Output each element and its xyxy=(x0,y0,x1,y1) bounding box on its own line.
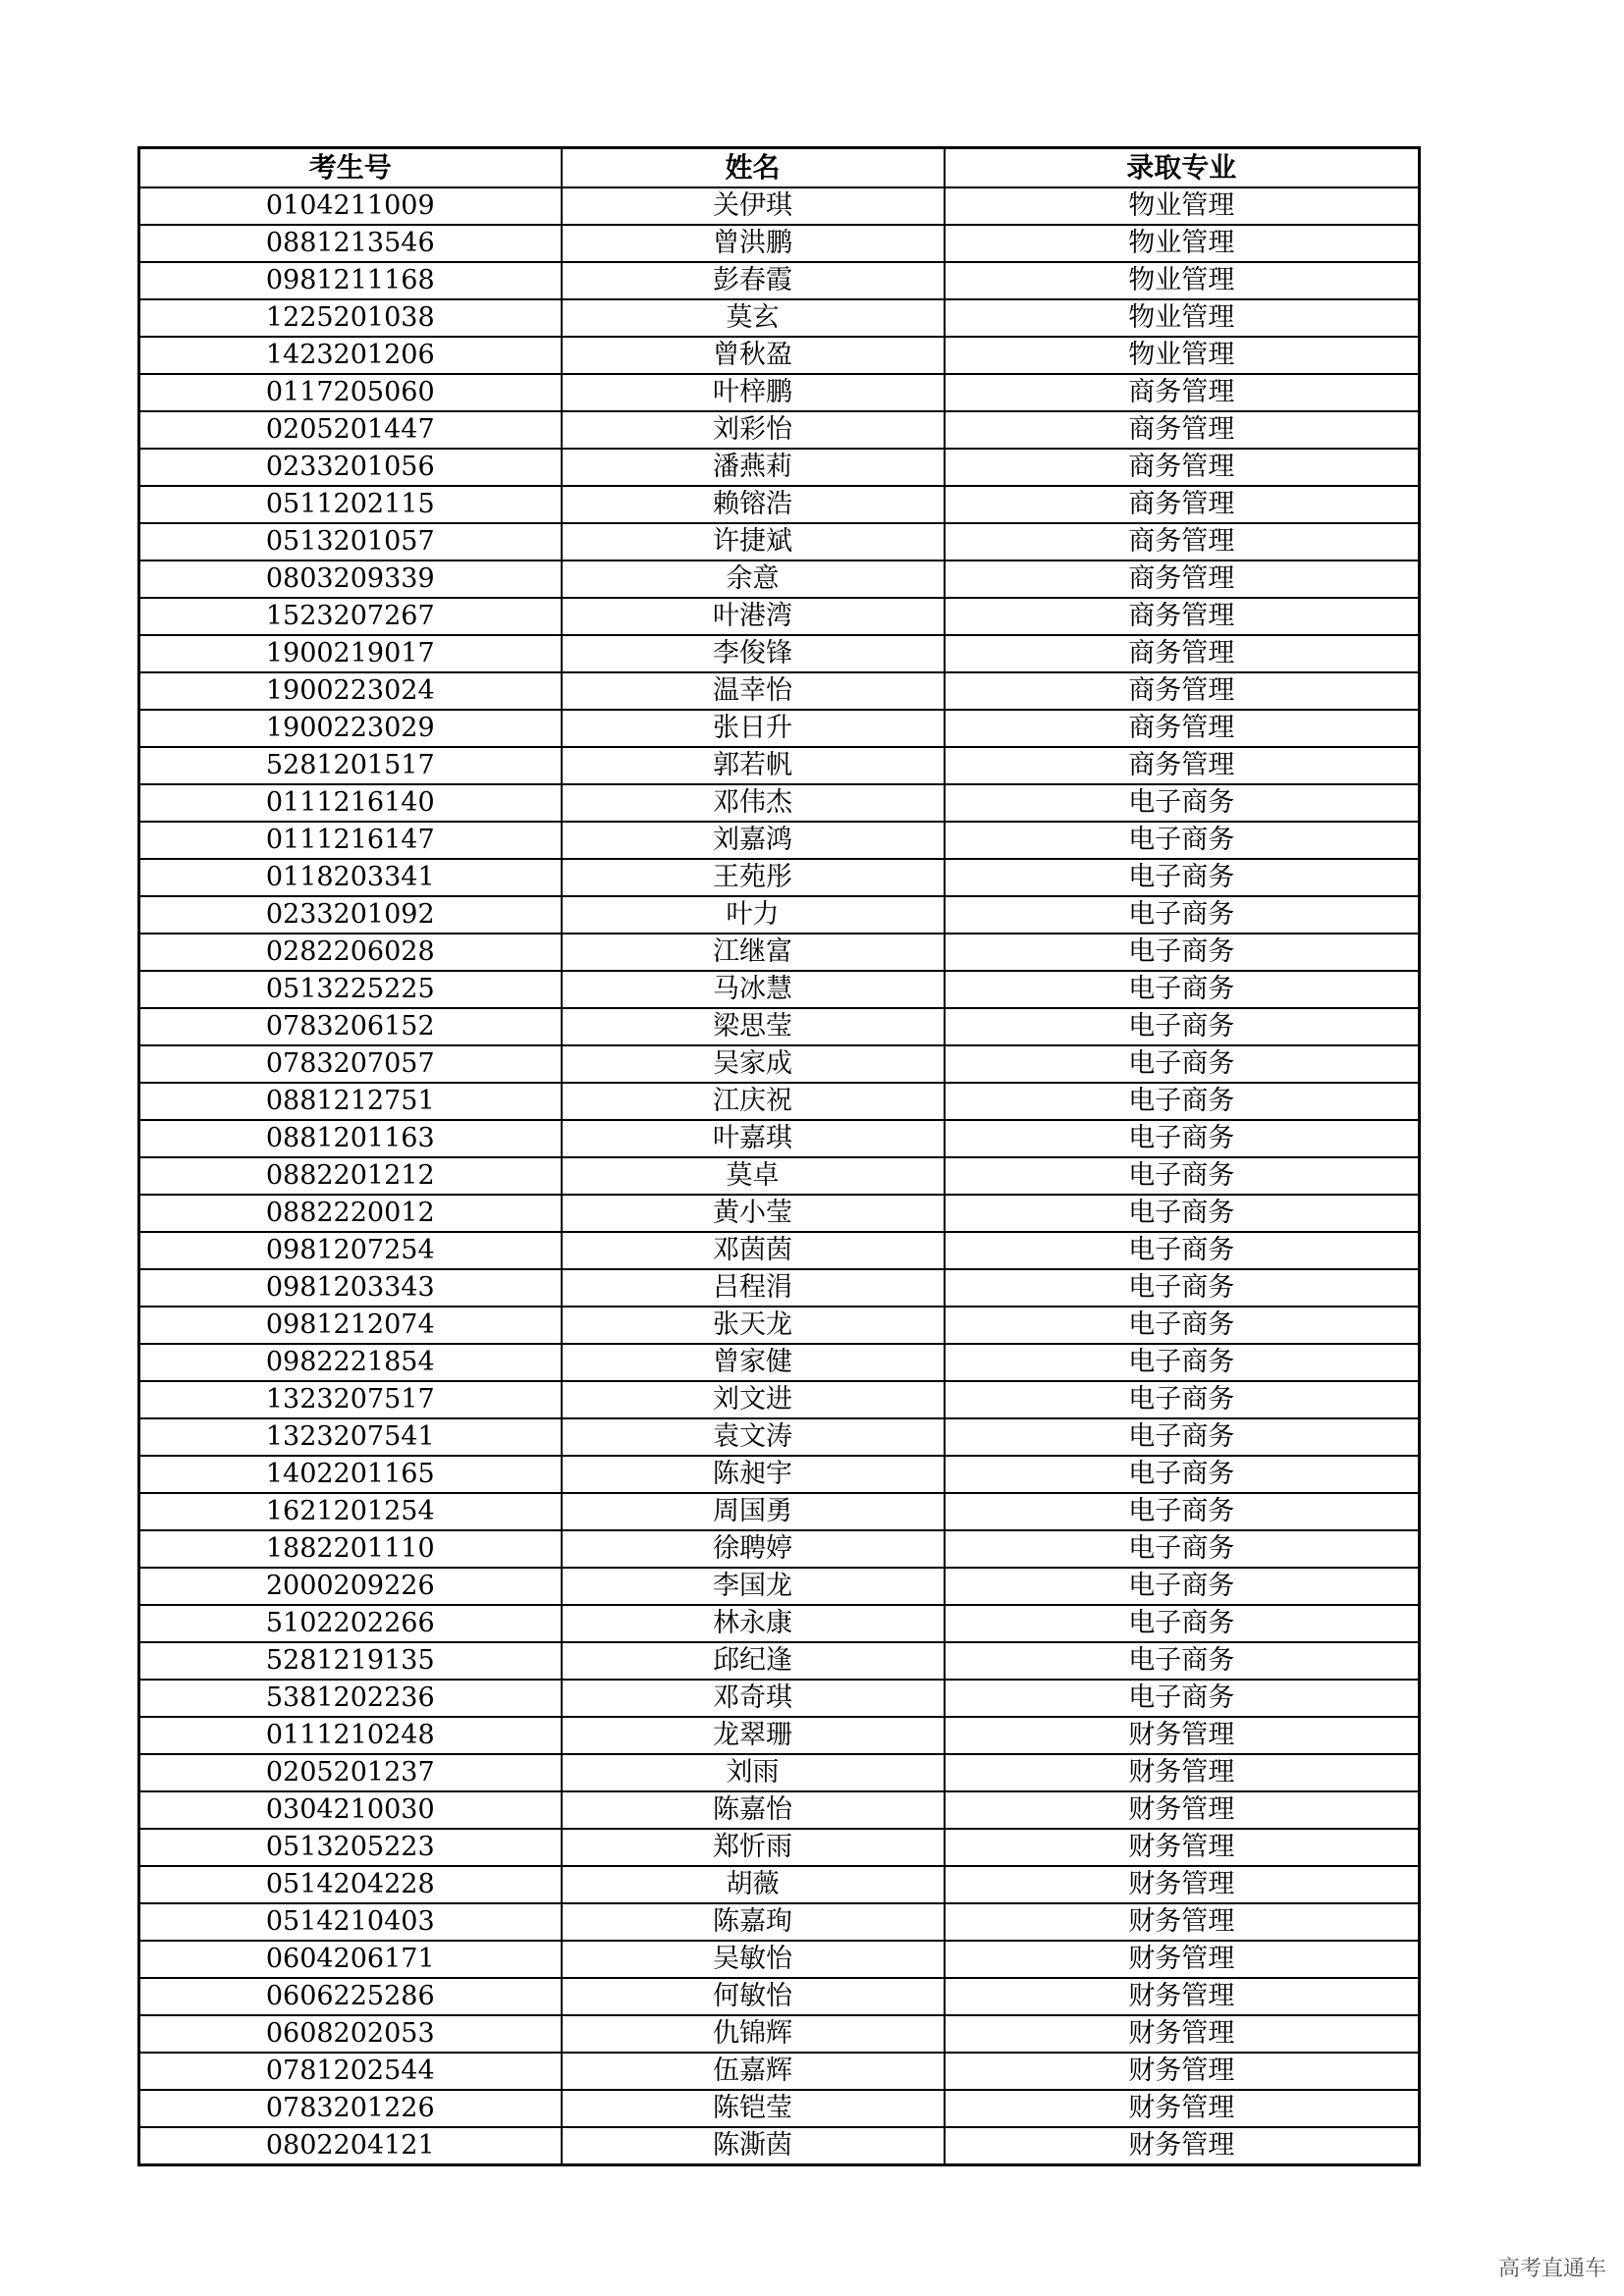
major-cell: 电子商务 xyxy=(945,896,1420,934)
table-row xyxy=(139,1493,1420,1530)
name-cell: 龙翠珊 xyxy=(562,1717,945,1754)
table-row xyxy=(139,449,1420,486)
name-cell: 曾洪鹏 xyxy=(562,225,945,262)
exam-number-cell: 0881213546 xyxy=(139,225,562,262)
table-row xyxy=(139,1754,1420,1791)
major-cell: 电子商务 xyxy=(945,1344,1420,1381)
exam-number-cell: 0783206152 xyxy=(139,1008,562,1045)
exam-number-cell: 0111210248 xyxy=(139,1717,562,1754)
name-cell: 余意 xyxy=(562,561,945,598)
exam-number-cell: 0783207057 xyxy=(139,1045,562,1083)
table-row xyxy=(139,1829,1420,1866)
exam-number-cell: 1900219017 xyxy=(139,635,562,672)
exam-number-cell: 0783201226 xyxy=(139,2090,562,2127)
name-cell: 莫卓 xyxy=(562,1157,945,1195)
table-row xyxy=(139,337,1420,374)
table-row xyxy=(139,1120,1420,1157)
exam-number-cell: 5281201517 xyxy=(139,747,562,784)
exam-number-cell: 0881201163 xyxy=(139,1120,562,1157)
major-cell: 商务管理 xyxy=(945,635,1420,672)
major-cell: 财务管理 xyxy=(945,1978,1420,2015)
major-cell: 电子商务 xyxy=(945,1418,1420,1456)
major-cell: 电子商务 xyxy=(945,971,1420,1008)
table-row xyxy=(139,2015,1420,2053)
major-cell: 物业管理 xyxy=(945,262,1420,299)
table-row xyxy=(139,710,1420,747)
exam-number-cell: 0882201212 xyxy=(139,1157,562,1195)
table-row xyxy=(139,1045,1420,1083)
table-row xyxy=(139,859,1420,896)
table-row xyxy=(139,672,1420,710)
exam-number-cell: 0982221854 xyxy=(139,1344,562,1381)
major-cell: 电子商务 xyxy=(945,1232,1420,1269)
table-row xyxy=(139,523,1420,561)
name-cell: 曾秋盈 xyxy=(562,337,945,374)
exam-number-cell: 1900223029 xyxy=(139,710,562,747)
major-cell: 电子商务 xyxy=(945,1493,1420,1530)
table-row xyxy=(139,1978,1420,2015)
name-cell: 莫玄 xyxy=(562,299,945,337)
table-row xyxy=(139,1791,1420,1829)
major-cell: 物业管理 xyxy=(945,225,1420,262)
exam-number-cell: 0104211009 xyxy=(139,187,562,225)
major-cell: 财务管理 xyxy=(945,2127,1420,2165)
table-row xyxy=(139,822,1420,859)
table-row xyxy=(139,1456,1420,1493)
table-row xyxy=(139,934,1420,971)
table-row xyxy=(139,1344,1420,1381)
table-row xyxy=(139,561,1420,598)
major-cell: 物业管理 xyxy=(945,337,1420,374)
table-row xyxy=(139,225,1420,262)
table-row xyxy=(139,1307,1420,1344)
table-row xyxy=(139,971,1420,1008)
exam-number-cell: 1225201038 xyxy=(139,299,562,337)
exam-number-cell: 1323207517 xyxy=(139,1381,562,1418)
watermark-text: 高考直通车 xyxy=(1497,2257,1606,2281)
exam-number-cell: 1621201254 xyxy=(139,1493,562,1530)
exam-number-cell: 0981207254 xyxy=(139,1232,562,1269)
name-cell: 叶嘉琪 xyxy=(562,1120,945,1157)
admission-table xyxy=(137,146,1421,2166)
name-cell: 邓茵茵 xyxy=(562,1232,945,1269)
major-cell: 财务管理 xyxy=(945,1791,1420,1829)
exam-number-cell: 0514210403 xyxy=(139,1903,562,1941)
name-cell: 叶港湾 xyxy=(562,598,945,635)
name-cell: 刘嘉鸿 xyxy=(562,822,945,859)
exam-number-cell: 0111216147 xyxy=(139,822,562,859)
major-cell: 商务管理 xyxy=(945,747,1420,784)
table-row xyxy=(139,1717,1420,1754)
major-cell: 电子商务 xyxy=(945,934,1420,971)
major-cell: 商务管理 xyxy=(945,710,1420,747)
exam-number-cell: 1323207541 xyxy=(139,1418,562,1456)
exam-number-cell: 0513225225 xyxy=(139,971,562,1008)
major-cell: 电子商务 xyxy=(945,1008,1420,1045)
major-cell: 财务管理 xyxy=(945,1717,1420,1754)
major-cell: 财务管理 xyxy=(945,1866,1420,1903)
major-cell: 电子商务 xyxy=(945,1269,1420,1307)
exam-number-cell: 0513205223 xyxy=(139,1829,562,1866)
exam-number-cell: 0608202053 xyxy=(139,2015,562,2053)
table-row xyxy=(139,1903,1420,1941)
name-cell: 张天龙 xyxy=(562,1307,945,1344)
column-header-name: 姓名 xyxy=(562,148,945,188)
table-row xyxy=(139,1530,1420,1568)
major-cell: 电子商务 xyxy=(945,1083,1420,1120)
table-row xyxy=(139,598,1420,635)
major-cell: 电子商务 xyxy=(945,784,1420,822)
table-row xyxy=(139,1381,1420,1418)
exam-number-cell: 0606225286 xyxy=(139,1978,562,2015)
major-cell: 商务管理 xyxy=(945,523,1420,561)
major-cell: 电子商务 xyxy=(945,822,1420,859)
table-row xyxy=(139,896,1420,934)
name-cell: 陈铠莹 xyxy=(562,2090,945,2127)
exam-number-cell: 0304210030 xyxy=(139,1791,562,1829)
table-row xyxy=(139,1866,1420,1903)
exam-number-cell: 0205201447 xyxy=(139,411,562,449)
name-cell: 赖镕浩 xyxy=(562,486,945,523)
header-row xyxy=(139,148,1420,188)
name-cell: 伍嘉辉 xyxy=(562,2053,945,2090)
table-row xyxy=(139,299,1420,337)
name-cell: 温幸怡 xyxy=(562,672,945,710)
major-cell: 电子商务 xyxy=(945,1157,1420,1195)
major-cell: 财务管理 xyxy=(945,2090,1420,2127)
name-cell: 林永康 xyxy=(562,1605,945,1642)
exam-number-cell: 0233201092 xyxy=(139,896,562,934)
exam-number-cell: 1523207267 xyxy=(139,598,562,635)
exam-number-cell: 0117205060 xyxy=(139,374,562,411)
major-cell: 物业管理 xyxy=(945,299,1420,337)
name-cell: 梁思莹 xyxy=(562,1008,945,1045)
table-row xyxy=(139,1157,1420,1195)
table-header xyxy=(139,148,1420,188)
table-row xyxy=(139,1605,1420,1642)
table-row xyxy=(139,1269,1420,1307)
name-cell: 王苑彤 xyxy=(562,859,945,896)
major-cell: 电子商务 xyxy=(945,1605,1420,1642)
exam-number-cell: 0881212751 xyxy=(139,1083,562,1120)
exam-number-cell: 0981203343 xyxy=(139,1269,562,1307)
name-cell: 刘雨 xyxy=(562,1754,945,1791)
column-header-exam-number: 考生号 xyxy=(139,148,562,188)
name-cell: 吕程涓 xyxy=(562,1269,945,1307)
major-cell: 财务管理 xyxy=(945,1754,1420,1791)
major-cell: 商务管理 xyxy=(945,598,1420,635)
name-cell: 陈昶宇 xyxy=(562,1456,945,1493)
name-cell: 邓奇琪 xyxy=(562,1680,945,1717)
name-cell: 叶梓鹏 xyxy=(562,374,945,411)
exam-number-cell: 0282206028 xyxy=(139,934,562,971)
major-cell: 商务管理 xyxy=(945,374,1420,411)
major-cell: 财务管理 xyxy=(945,2015,1420,2053)
table-row xyxy=(139,411,1420,449)
name-cell: 陈嘉珣 xyxy=(562,1903,945,1941)
major-cell: 电子商务 xyxy=(945,1680,1420,1717)
name-cell: 胡薇 xyxy=(562,1866,945,1903)
table-row xyxy=(139,1568,1420,1605)
table-row xyxy=(139,374,1420,411)
name-cell: 吴家成 xyxy=(562,1045,945,1083)
exam-number-cell: 2000209226 xyxy=(139,1568,562,1605)
exam-number-cell: 1423201206 xyxy=(139,337,562,374)
exam-number-cell: 0882220012 xyxy=(139,1195,562,1232)
major-cell: 商务管理 xyxy=(945,672,1420,710)
table-row xyxy=(139,1232,1420,1269)
name-cell: 徐聘婷 xyxy=(562,1530,945,1568)
major-cell: 财务管理 xyxy=(945,1903,1420,1941)
major-cell: 电子商务 xyxy=(945,1120,1420,1157)
major-cell: 商务管理 xyxy=(945,411,1420,449)
exam-number-cell: 5281219135 xyxy=(139,1642,562,1680)
exam-number-cell: 0511202115 xyxy=(139,486,562,523)
name-cell: 刘文进 xyxy=(562,1381,945,1418)
name-cell: 关伊琪 xyxy=(562,187,945,225)
exam-number-cell: 0981212074 xyxy=(139,1307,562,1344)
name-cell: 李俊锋 xyxy=(562,635,945,672)
major-cell: 商务管理 xyxy=(945,486,1420,523)
name-cell: 陈嘉怡 xyxy=(562,1791,945,1829)
exam-number-cell: 1900223024 xyxy=(139,672,562,710)
table-row xyxy=(139,747,1420,784)
table-row xyxy=(139,1083,1420,1120)
name-cell: 周国勇 xyxy=(562,1493,945,1530)
name-cell: 邓伟杰 xyxy=(562,784,945,822)
major-cell: 财务管理 xyxy=(945,1829,1420,1866)
table-row xyxy=(139,1008,1420,1045)
table-row xyxy=(139,486,1420,523)
major-cell: 财务管理 xyxy=(945,1941,1420,1978)
name-cell: 陈澌茵 xyxy=(562,2127,945,2165)
exam-number-cell: 0205201237 xyxy=(139,1754,562,1791)
table-row xyxy=(139,2053,1420,2090)
major-cell: 商务管理 xyxy=(945,449,1420,486)
exam-number-cell: 0514204228 xyxy=(139,1866,562,1903)
name-cell: 吴敏怡 xyxy=(562,1941,945,1978)
major-cell: 电子商务 xyxy=(945,1530,1420,1568)
table-row xyxy=(139,1642,1420,1680)
exam-number-cell: 5102202266 xyxy=(139,1605,562,1642)
name-cell: 黄小莹 xyxy=(562,1195,945,1232)
table-row xyxy=(139,187,1420,225)
name-cell: 何敏怡 xyxy=(562,1978,945,2015)
exam-number-cell: 0981211168 xyxy=(139,262,562,299)
exam-number-cell: 0111216140 xyxy=(139,784,562,822)
table-body xyxy=(139,187,1420,2165)
exam-number-cell: 1402201165 xyxy=(139,1456,562,1493)
major-cell: 财务管理 xyxy=(945,2053,1420,2090)
major-cell: 电子商务 xyxy=(945,1307,1420,1344)
name-cell: 刘彩怡 xyxy=(562,411,945,449)
name-cell: 张日升 xyxy=(562,710,945,747)
table-row xyxy=(139,635,1420,672)
name-cell: 郑忻雨 xyxy=(562,1829,945,1866)
table-row xyxy=(139,784,1420,822)
name-cell: 彭春霞 xyxy=(562,262,945,299)
name-cell: 李国龙 xyxy=(562,1568,945,1605)
exam-number-cell: 0781202544 xyxy=(139,2053,562,2090)
exam-number-cell: 0803209339 xyxy=(139,561,562,598)
name-cell: 郭若帆 xyxy=(562,747,945,784)
table-row xyxy=(139,1418,1420,1456)
major-cell: 电子商务 xyxy=(945,859,1420,896)
name-cell: 潘燕莉 xyxy=(562,449,945,486)
column-header-major: 录取专业 xyxy=(945,148,1420,188)
name-cell: 江继富 xyxy=(562,934,945,971)
major-cell: 电子商务 xyxy=(945,1456,1420,1493)
table-row xyxy=(139,1941,1420,1978)
major-cell: 电子商务 xyxy=(945,1045,1420,1083)
major-cell: 商务管理 xyxy=(945,561,1420,598)
exam-number-cell: 5381202236 xyxy=(139,1680,562,1717)
exam-number-cell: 1882201110 xyxy=(139,1530,562,1568)
table-row xyxy=(139,262,1420,299)
exam-number-cell: 0802204121 xyxy=(139,2127,562,2165)
exam-number-cell: 0513201057 xyxy=(139,523,562,561)
major-cell: 电子商务 xyxy=(945,1642,1420,1680)
table-row xyxy=(139,2127,1420,2165)
exam-number-cell: 0233201056 xyxy=(139,449,562,486)
major-cell: 物业管理 xyxy=(945,187,1420,225)
major-cell: 电子商务 xyxy=(945,1381,1420,1418)
table-row xyxy=(139,1195,1420,1232)
name-cell: 曾家健 xyxy=(562,1344,945,1381)
name-cell: 马冰慧 xyxy=(562,971,945,1008)
exam-number-cell: 0604206171 xyxy=(139,1941,562,1978)
name-cell: 许捷斌 xyxy=(562,523,945,561)
major-cell: 电子商务 xyxy=(945,1568,1420,1605)
name-cell: 邱纪逢 xyxy=(562,1642,945,1680)
name-cell: 仇锦辉 xyxy=(562,2015,945,2053)
table-row xyxy=(139,1680,1420,1717)
name-cell: 江庆祝 xyxy=(562,1083,945,1120)
name-cell: 袁文涛 xyxy=(562,1418,945,1456)
exam-number-cell: 0118203341 xyxy=(139,859,562,896)
table-row xyxy=(139,2090,1420,2127)
name-cell: 叶力 xyxy=(562,896,945,934)
major-cell: 电子商务 xyxy=(945,1195,1420,1232)
